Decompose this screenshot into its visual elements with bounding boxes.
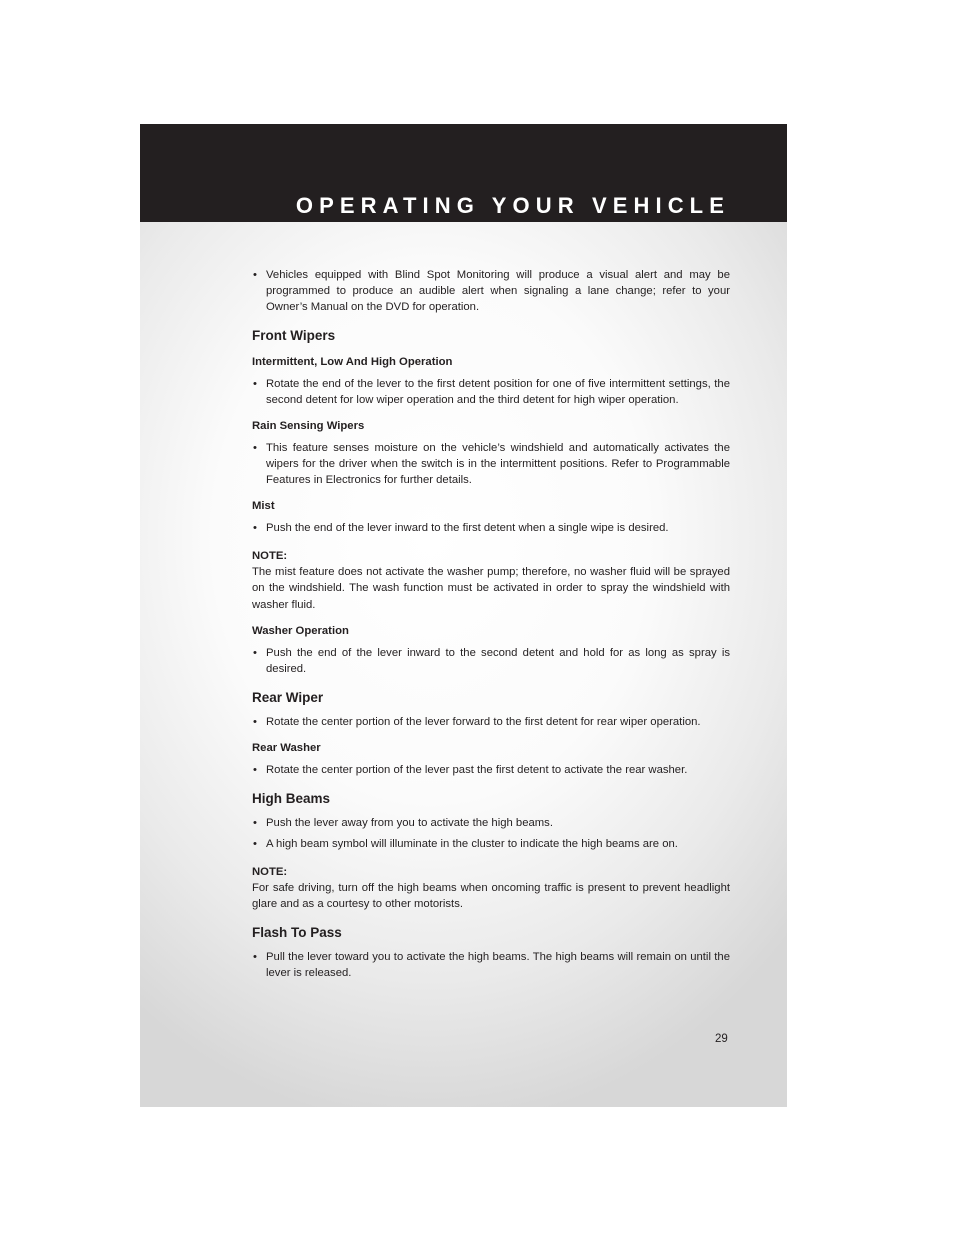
high-beams-bullet xyxy=(252,836,730,852)
heading-intermittent: Intermittent, Low And High Operation xyxy=(252,356,453,368)
high-beams-bullet xyxy=(252,815,730,831)
high-beams-note-text: For safe driving, turn off the high beams when oncoming traffic is present to prevent headlight glare and as a courtesy to other motorists. xyxy=(252,881,730,911)
bullet-glyph: • xyxy=(253,269,257,281)
rain-sensing-bullet xyxy=(252,440,730,488)
washer-bullet-text: Push the end of the lever inward to the second detent and hold for as long as spray is desired. xyxy=(266,646,730,675)
heading-high-beams: High Beams xyxy=(252,790,331,806)
rain-sensing-bullet-text: This feature senses moisture on the vehicle’s windshield and automatically activates the wipers for the driver when the switch is in the intermittent positions. Refer to Programmable Features in Electronics for further details. xyxy=(266,442,730,486)
bullet-glyph: • xyxy=(253,837,257,850)
bullet-glyph: • xyxy=(253,763,257,776)
heading-front-wipers: Front Wipers xyxy=(252,328,336,343)
heading-flash-to-pass: Flash To Pass xyxy=(252,925,342,941)
heading-mist: Mist xyxy=(252,500,275,512)
mist-note-label: NOTE: xyxy=(252,550,288,562)
rear-washer-bullet-text: Rotate the center portion of the lever past the first detent to activate the rear washer. xyxy=(266,763,688,776)
manual-page xyxy=(140,124,787,1107)
bullet-glyph: • xyxy=(253,442,257,454)
bullet-glyph: • xyxy=(253,816,257,829)
mist-note-text: The mist feature does not activate the washer pump; therefore, no washer fluid will be sprayed on the windshield. The wash function must be activated in order to spray the windshield with washer fluid. xyxy=(252,566,730,611)
intro-bullet xyxy=(252,267,730,315)
bullet-glyph: • xyxy=(253,715,257,728)
bullet-glyph: • xyxy=(253,646,257,659)
heading-rear-wiper: Rear Wiper xyxy=(252,689,324,705)
bullet-glyph: • xyxy=(253,522,257,534)
washer-bullet xyxy=(252,645,730,677)
heading-washer-operation: Washer Operation xyxy=(252,624,349,637)
intermittent-bullet xyxy=(252,376,730,408)
flash-to-pass-bullet xyxy=(252,949,730,981)
bullet-glyph: • xyxy=(253,951,257,964)
header-band xyxy=(140,124,787,222)
page-content xyxy=(252,267,730,986)
mist-bullet xyxy=(252,520,730,536)
flash-to-pass-bullet-text: Pull the lever toward you to activate the high beams. The high beams will remain on until the lever is released. xyxy=(266,951,730,980)
mist-bullet-text: Push the end of the lever inward to the first detent when a single wipe is desired. xyxy=(266,522,669,534)
heading-rain-sensing: Rain Sensing Wipers xyxy=(252,420,365,432)
high-beams-bullet-text: A high beam symbol will illuminate in the cluster to indicate the high beams are on. xyxy=(266,837,678,850)
high-beams-bullet-text: Push the lever away from you to activate the high beams. xyxy=(266,816,553,829)
intermittent-bullet-text: Rotate the end of the lever to the first detent position for one of five intermittent settings, the second detent for low wiper operation and the third detent for high wiper operation. xyxy=(266,378,730,406)
page-number: 29 xyxy=(715,1033,728,1045)
bullet-glyph: • xyxy=(253,378,257,390)
page-header-title: OPERATING YOUR VEHICLE xyxy=(295,193,730,218)
rear-washer-bullet xyxy=(252,762,730,778)
intro-bullet-text: Vehicles equipped with Blind Spot Monitoring will produce a visual alert and may be programmed to produce an audible alert when signaling a lane change; refer to your Owner’s Manual on the DVD for operation. xyxy=(266,269,730,313)
rear-wiper-bullet xyxy=(252,714,730,730)
heading-rear-washer: Rear Washer xyxy=(252,741,321,754)
high-beams-note-label: NOTE: xyxy=(252,865,288,878)
rear-wiper-bullet-text: Rotate the center portion of the lever forward to the first detent for rear wiper operation. xyxy=(266,715,701,728)
